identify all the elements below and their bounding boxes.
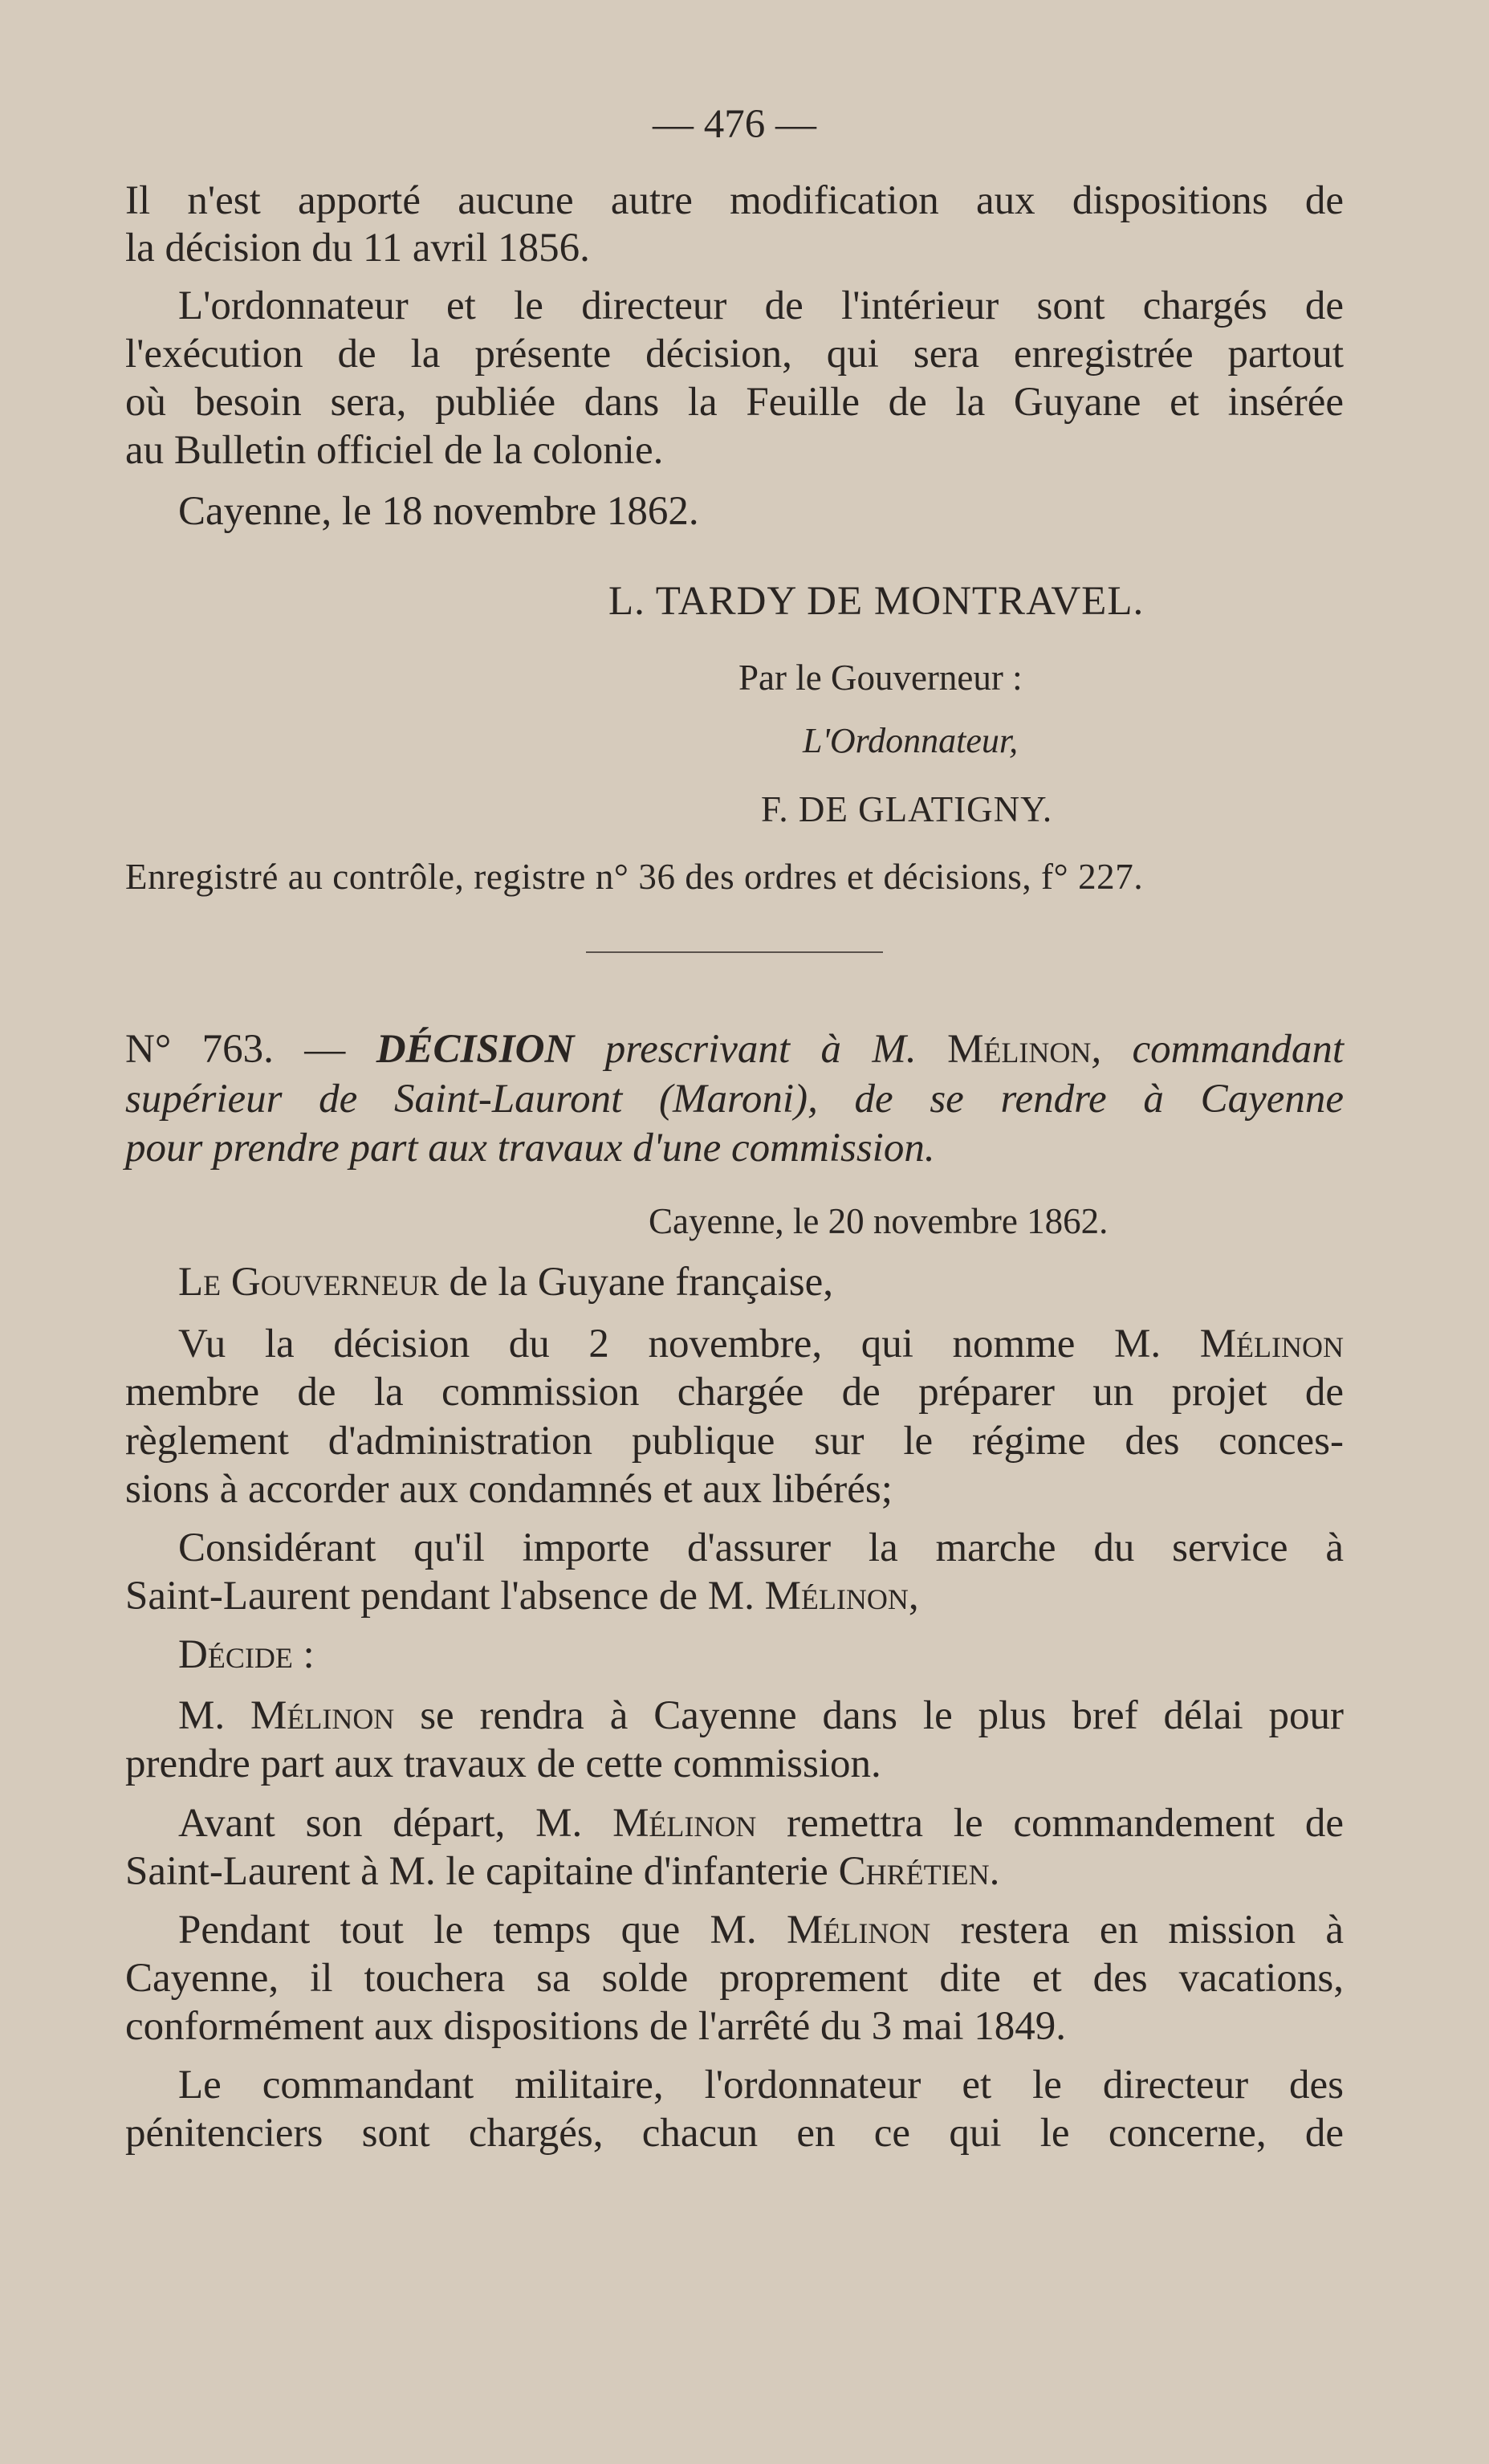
gouverneur-rest: de la Guyane française,: [449, 1260, 834, 1305]
paragraph-line: [125, 1847, 1344, 1896]
paragraph-line: règlement d'administration publique sur le régime des conces-: [125, 1419, 1344, 1464]
decide-heading: Décide :: [178, 1632, 315, 1677]
text-run: Avant son départ, M.: [178, 1801, 583, 1846]
text-run: Saint-Laurent à M. le capitaine d'infanterie: [125, 1849, 828, 1894]
text-run: restera en mission à: [960, 1908, 1345, 1953]
par-le-gouverneur: Par le Gouverneur :: [738, 658, 1023, 698]
text-run: ,: [908, 1574, 919, 1619]
paragraph-line: Il n'est apporté aucune autre modification aux dispositions de: [125, 178, 1344, 223]
text-run: remettra le commandement de: [787, 1801, 1345, 1846]
gouverneur-title: Le Gouverneur: [178, 1260, 439, 1305]
paragraph-line: Considérant qu'il importe d'assurer la marche du service à: [178, 1525, 1344, 1570]
paragraph-line: sions à accorder aux condamnés et aux libérés;: [125, 1467, 893, 1512]
person-name: Mélinon: [612, 1801, 757, 1846]
decision-heading-line: [125, 1024, 1344, 1074]
gouverneur-line: [178, 1257, 1397, 1307]
heading-text: , commandant: [1091, 1027, 1344, 1072]
registration-note: Enregistré au contrôle, registre n° 36 des ordres et décisions, f° 227.: [125, 857, 1144, 897]
paragraph-line: la décision du 11 avril 1856.: [125, 226, 590, 271]
paragraph-line: pénitenciers sont chargés, chacun en ce qui le concerne, de: [125, 2111, 1344, 2156]
paragraph-line: conformément aux dispositions de l'arrêté du 3 mai 1849.: [125, 2004, 1067, 2049]
paragraph-line: [125, 1571, 1344, 1621]
paragraph-line: Le commandant militaire, l'ordonnateur et le directeur des: [178, 2063, 1344, 2108]
dateline: Cayenne, le 18 novembre 1862.: [178, 489, 699, 534]
person-name: Mélinon: [947, 1027, 1092, 1072]
text-run: Pendant tout le temps que M.: [178, 1908, 757, 1953]
text-run: Saint-Laurent pendant l'absence de M.: [125, 1574, 755, 1619]
paragraph-line: [178, 1319, 1344, 1369]
decision-heading-line: supérieur de Saint-Lauront (Maroni), de se rendre à Cayenne: [125, 1077, 1344, 1122]
ordonnateur-title: L'Ordonnateur,: [803, 721, 1019, 760]
dateline: Cayenne, le 20 novembre 1862.: [649, 1201, 1109, 1241]
countersignature: F. DE GLATIGNY.: [761, 789, 1053, 829]
section-divider: [586, 951, 883, 953]
paragraph-line: l'exécution de la présente décision, qui sera enregistrée partout: [125, 332, 1344, 377]
text-run: M.: [178, 1693, 226, 1738]
paragraph-line: [178, 1905, 1344, 1955]
paragraph-line: Cayenne, il touchera sa solde proprement dite et des vacations,: [125, 1956, 1344, 2001]
decision-number: N° 763. —: [125, 1027, 346, 1072]
page-number: — 476 —: [653, 102, 816, 147]
decision-heading-line: pour prendre part aux travaux d'une commission.: [125, 1126, 935, 1171]
person-name: Mélinon: [764, 1574, 909, 1619]
paragraph-line: [178, 1691, 1344, 1741]
decision-title: DÉCISION: [376, 1027, 575, 1072]
heading-text: prescrivant à M.: [604, 1027, 917, 1072]
text-run: .: [989, 1849, 1000, 1894]
paragraph-line: où besoin sera, publiée dans la Feuille de la Guyane et insérée: [125, 380, 1344, 425]
paragraph-line: au Bulletin officiel de la colonie.: [125, 428, 664, 473]
person-name: Mélinon: [250, 1693, 395, 1738]
person-name: Chrétien: [838, 1849, 990, 1894]
text-run: Vu la décision du 2 novembre, qui nomme M.: [178, 1322, 1162, 1366]
signature: L. TARDY DE MONTRAVEL.: [608, 579, 1145, 624]
person-name: Mélinon: [787, 1908, 931, 1953]
paragraph-line: membre de la commission chargée de préparer un projet de: [125, 1370, 1344, 1415]
paragraph-line: [178, 1798, 1344, 1848]
paragraph-line: prendre part aux travaux de cette commission.: [125, 1741, 881, 1786]
person-name: Mélinon: [1199, 1322, 1345, 1366]
paragraph-line: L'ordonnateur et le directeur de l'intérieur sont chargés de: [178, 283, 1344, 328]
text-run: se rendra à Cayenne dans le plus bref délai pour: [420, 1693, 1344, 1738]
